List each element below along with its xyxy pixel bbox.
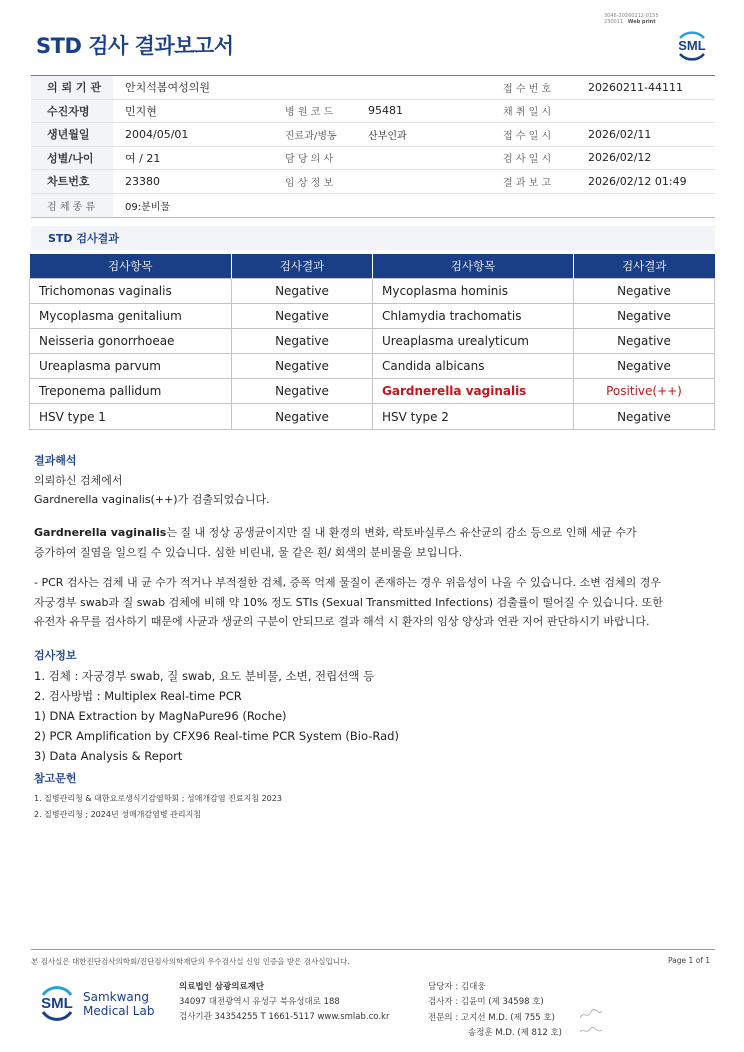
test-result: Negative <box>574 404 715 429</box>
test-result: Negative <box>232 379 373 404</box>
birth-label: 생년월일 <box>31 123 113 146</box>
test-item: Mycoplasma hominis <box>373 278 574 303</box>
test-info-section <box>34 646 399 766</box>
report-date-label: 결 과 보 고 <box>503 177 552 189</box>
test-result: Negative <box>574 328 715 353</box>
svg-text:SML: SML <box>41 995 73 1012</box>
birth-value: 2004/05/01 <box>125 127 189 141</box>
collection-date-label: 채 취 일 시 <box>503 107 552 119</box>
table-row <box>30 303 715 328</box>
pcr-note-line: 자궁경부 swab과 질 swab 검체에 비해 약 10% 정도 STIs (Sexual Transmitted Infections) 검출률이 떨어질 수 있습니다. 또한 <box>34 595 663 609</box>
test-item: Ureaplasma parvum <box>30 354 232 379</box>
organism-name: Gardnerella vaginalis <box>34 526 167 539</box>
interpretation-section <box>34 451 270 510</box>
patient-label: 수진자명 <box>31 100 113 123</box>
interpretation-line: Gardnerella vaginalis(++)가 검출되었습니다. <box>34 493 270 506</box>
test-info-line: 3) Data Analysis & Report <box>34 749 183 763</box>
interpretation-text: 증가하여 질염을 일으킬 수 있습니다. 심한 비린내, 물 같은 흰/ 회색의 분비물을 보입니다. <box>34 545 463 559</box>
page-number: Page 1 of 1 <box>668 956 711 965</box>
document-code <box>604 13 659 25</box>
document-code-line1: 3046-20260212-0155 <box>604 13 659 19</box>
doctor-label: 담 당 의 사 <box>285 154 334 166</box>
page-title: STD 검사 결과보고서 <box>36 34 234 58</box>
info-row <box>31 76 715 100</box>
info-row <box>31 170 715 194</box>
sml-logo-icon <box>36 982 78 1022</box>
interpretation-title: 결과해석 <box>34 454 77 467</box>
reception-no-value: 20260211-44111 <box>588 80 683 94</box>
results-table <box>29 254 715 430</box>
column-header: 검사결과 <box>574 254 715 278</box>
test-result: Negative <box>232 278 373 303</box>
reference-item: 1. 질병관리청 & 대한요로생식기감염학회 ; 성매개감염 진료지침 2023 <box>34 793 282 803</box>
signatories <box>428 980 562 1041</box>
test-item: Neisseria gonorrhoeae <box>30 328 232 353</box>
test-item: Ureaplasma urealyticum <box>373 328 574 353</box>
patient-value: 민지현 <box>125 104 157 118</box>
patient-info-table <box>31 75 715 218</box>
references-title: 참고문헌 <box>34 772 77 785</box>
test-item: HSV type 1 <box>30 404 232 429</box>
hospital-code-label: 병 원 코 드 <box>285 107 334 119</box>
info-row <box>31 100 715 124</box>
test-date-value: 2026/02/12 <box>588 151 652 165</box>
svg-text:SML: SML <box>678 38 706 53</box>
organization-address: 34097 대전광역시 유성구 북유성대로 188 <box>179 997 340 1007</box>
test-info-line: 2) PCR Amplification by CFX96 Real-time PCR System (Bio-Rad) <box>34 729 399 743</box>
test-result: Negative <box>232 328 373 353</box>
results-header-row <box>30 254 715 278</box>
table-row <box>30 278 715 303</box>
table-row <box>30 328 715 353</box>
test-result: Negative <box>574 354 715 379</box>
brand-line: Samkwang <box>83 990 149 1004</box>
brand-line: Medical Lab <box>83 1004 155 1018</box>
column-header: 검사항목 <box>30 254 232 278</box>
pcr-note <box>34 573 663 632</box>
test-result: Negative <box>232 303 373 328</box>
manager: 담당자 : 김대웅 <box>428 982 486 992</box>
test-info-line: 1) DNA Extraction by MagNaPure96 (Roche) <box>34 709 287 723</box>
department-value: 산부인과 <box>368 130 407 142</box>
clinical-label: 임 상 정 보 <box>285 177 334 189</box>
column-header: 검사항목 <box>373 254 574 278</box>
table-row <box>30 354 715 379</box>
reception-no-label: 접 수 번 호 <box>503 83 552 95</box>
test-result: Negative <box>232 404 373 429</box>
test-result: Negative <box>574 303 715 328</box>
interpretation-text: 는 질 내 정상 공생균이지만 질 내 환경의 변화, 락토바실루스 유산균의 감소 등으로 인해 세균 수가 <box>166 526 637 539</box>
table-row <box>30 379 715 404</box>
accreditation-note: 본 검사실은 대한진단검사의학회/진단검사의학재단의 우수검사실 신임 인증을 받은 검사실입니다. <box>31 957 350 966</box>
sml-logo-icon <box>672 26 712 64</box>
info-row <box>31 147 715 171</box>
info-row <box>31 194 715 218</box>
references-section <box>34 769 282 823</box>
test-item: Trichomonas vaginalis <box>30 278 232 303</box>
specimen-value: 09:분비물 <box>125 201 171 213</box>
signature-icon <box>578 1024 604 1038</box>
specialist: 송정훈 M.D. (제 812 호) <box>468 1027 563 1038</box>
test-item: Candida albicans <box>373 354 574 379</box>
specialist: 전문의 : 고지선 M.D. (제 755 호) <box>428 1012 555 1023</box>
test-item: Chlamydia trachomatis <box>373 303 574 328</box>
interpretation-paragraph <box>34 523 637 562</box>
test-item: Treponema pallidum <box>30 379 232 404</box>
tester: 검사자 : 김윤미 (제 34598 호) <box>428 997 544 1008</box>
brand-name <box>83 990 154 1018</box>
chart-value: 23380 <box>125 174 160 188</box>
web-print-label: Web print <box>627 19 656 25</box>
test-result-positive: Positive(++) <box>574 379 715 404</box>
footer-divider <box>31 949 715 950</box>
organization-name: 의료법인 삼광의료재단 <box>179 982 265 992</box>
test-info-line: 2. 검사방법 : Multiplex Real-time PCR <box>34 689 242 703</box>
report-date-value: 2026/02/12 01:49 <box>588 174 687 188</box>
test-result: Negative <box>232 354 373 379</box>
interpretation-line: 의뢰하신 검체에서 <box>34 473 123 487</box>
test-item: HSV type 2 <box>373 404 574 429</box>
chart-label: 차트번호 <box>31 170 113 193</box>
hospital-code-value: 95481 <box>368 104 403 118</box>
test-info-line: 1. 검체 : 자궁경부 swab, 질 swab, 요도 분비물, 소변, 전립선액 등 <box>34 669 375 683</box>
institution-label: 의 뢰 기 관 <box>31 76 113 99</box>
test-result: Negative <box>574 278 715 303</box>
reception-date-value: 2026/02/11 <box>588 127 652 141</box>
pcr-note-line: 유전자 유무를 검사하기 때문에 사균과 생균의 구분이 안되므로 결과 해석 시 환자의 임상 양상과 연관 지어 판단하시기 바랍니다. <box>34 615 650 628</box>
test-date-label: 검 사 일 시 <box>503 154 552 166</box>
specimen-label: 검 체 종 류 <box>31 194 113 218</box>
sex-age-value: 여 / 21 <box>125 151 161 165</box>
institution-value: 안치석봄여성의원 <box>125 81 211 95</box>
organization-contact: 검사기관 34354255 T 1661-5117 www.smlab.co.kr <box>179 1012 390 1022</box>
info-row <box>31 123 715 147</box>
test-info-title: 검사정보 <box>34 649 77 662</box>
test-item-positive: Gardnerella vaginalis <box>373 379 574 404</box>
signature-icon <box>578 1008 604 1022</box>
reference-item: 2. 질병관리청 ; 2024년 성매개감염병 관리지침 <box>34 809 202 819</box>
results-section-title: STD 검사결과 <box>31 226 715 250</box>
organization-info <box>179 980 389 1025</box>
pcr-note-line: - PCR 검사는 검체 내 균 수가 적거나 부적절한 검체, 증폭 억제 물질이 존재하는 경우 위음성이 나올 수 있습니다. 소변 검체의 경우 <box>34 576 662 589</box>
test-item: Mycoplasma genitalium <box>30 303 232 328</box>
table-row <box>30 404 715 429</box>
column-header: 검사결과 <box>232 254 373 278</box>
document-code-line2: 230011 <box>604 19 624 25</box>
sex-age-label: 성별/나이 <box>31 147 113 170</box>
reception-date-label: 접 수 일 시 <box>503 130 552 142</box>
department-label: 진료과/병동 <box>285 130 337 142</box>
